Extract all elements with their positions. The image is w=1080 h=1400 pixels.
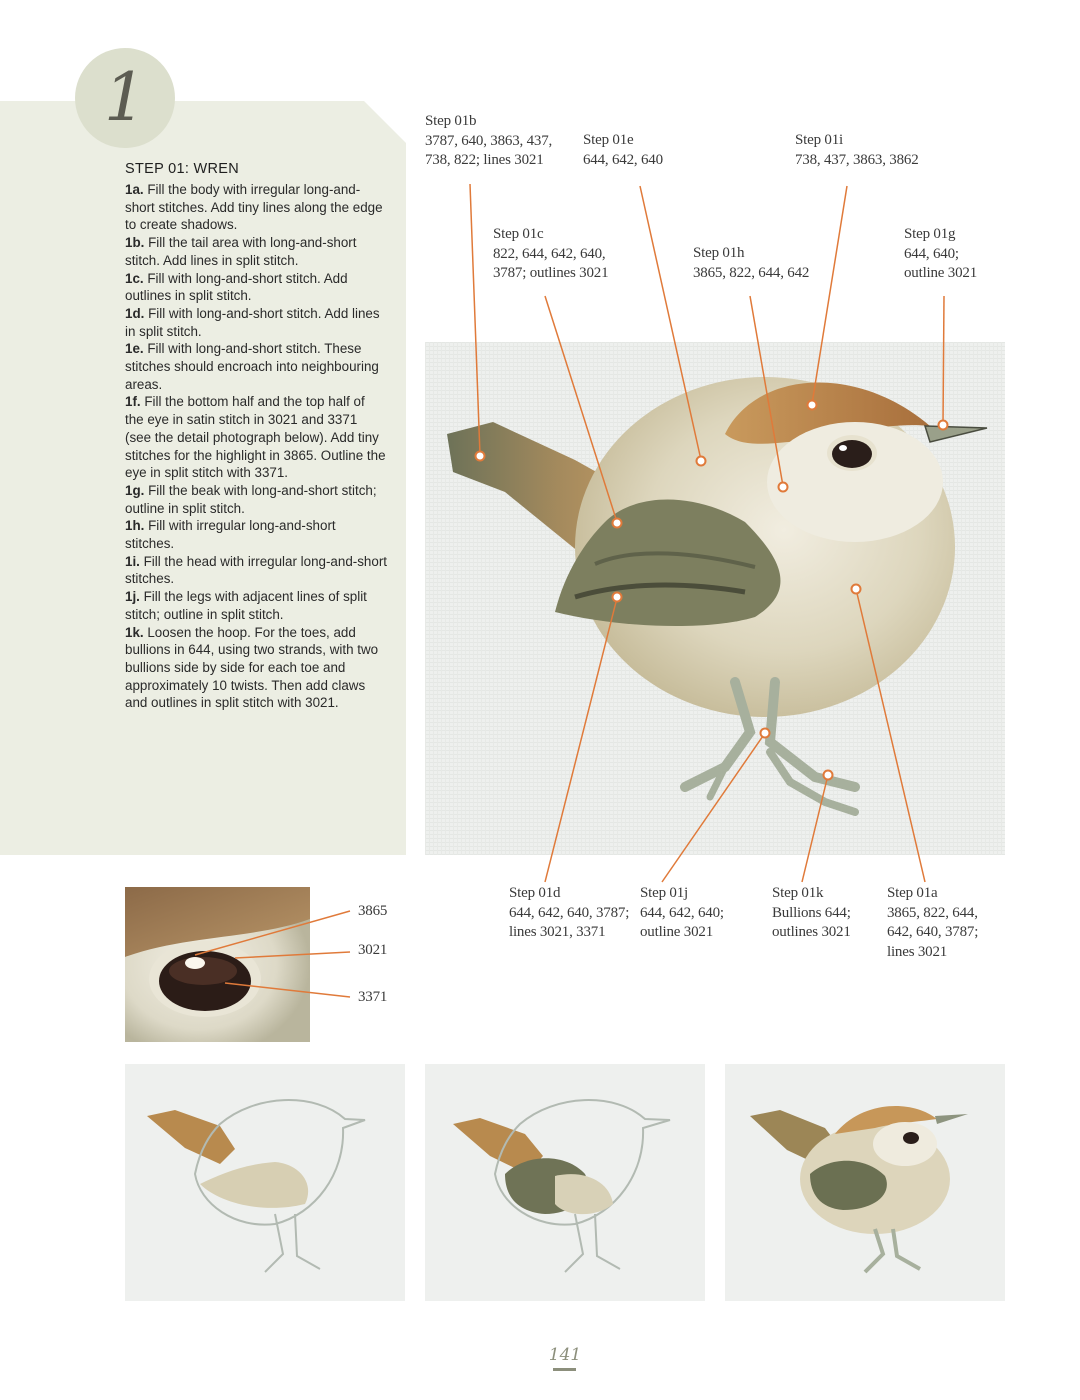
callout-title: Step 01b bbox=[425, 113, 477, 129]
step-text: Fill the beak with long-and-short stitch; outline in split stitch. bbox=[125, 482, 377, 516]
callout-line: 644, 642, 640, 3787; bbox=[509, 904, 630, 921]
callout-title: Step 01h bbox=[693, 245, 745, 261]
step-id: 1c. bbox=[125, 270, 144, 286]
step-text: Fill the head with irregular long-and-short stitches. bbox=[125, 553, 387, 587]
eye-detail-photo bbox=[125, 887, 310, 1042]
callout-title: Step 01k bbox=[772, 885, 824, 901]
callout-step-01d bbox=[509, 884, 629, 943]
callout-line: outline 3021 bbox=[640, 924, 714, 941]
progress-photo-2 bbox=[425, 1064, 705, 1301]
callout-step-01i bbox=[795, 131, 919, 170]
callout-title: Step 01e bbox=[583, 132, 634, 148]
step-text: Fill with long-and-short stitch. Add outlines in split stitch. bbox=[125, 270, 348, 304]
step-item bbox=[125, 234, 387, 269]
step-item bbox=[125, 181, 387, 234]
step-id: 1i. bbox=[125, 553, 140, 569]
progress-photo-3 bbox=[725, 1064, 1005, 1301]
step-id: 1k. bbox=[125, 624, 144, 640]
step-item bbox=[125, 270, 387, 305]
step-id: 1e. bbox=[125, 341, 144, 357]
step-item bbox=[125, 517, 387, 552]
callout-line: 822, 644, 642, 640, bbox=[493, 245, 606, 262]
callout-title: Step 01a bbox=[887, 885, 938, 901]
step-instructions bbox=[125, 181, 387, 712]
callout-line: 3865, 822, 644, bbox=[887, 904, 978, 921]
callout-step-01j bbox=[640, 884, 724, 943]
callout-title: Step 01c bbox=[493, 226, 544, 242]
step-id: 1g. bbox=[125, 482, 145, 498]
callout-step-01c bbox=[493, 225, 608, 284]
eye-label-3865: 3865 bbox=[358, 903, 388, 919]
step-text: Fill with long-and-short stitch. Add lines in split stitch. bbox=[125, 305, 380, 339]
callout-line: 642, 640, 3787; bbox=[887, 924, 979, 941]
callout-title: Step 01g bbox=[904, 226, 956, 242]
eye-label-3371: 3371 bbox=[358, 989, 388, 1005]
callout-line: 738, 437, 3863, 3862 bbox=[795, 151, 919, 168]
step-title: STEP 01: WREN bbox=[125, 161, 240, 177]
callout-step-01k bbox=[772, 884, 851, 943]
step-item bbox=[125, 553, 387, 588]
step-text: Loosen the hoop. For the toes, add bullions in 644, using two strands, with two bullions side by side for each toe and approximately 10 twists. Then add claws and outlines in split stitch with 3021. bbox=[125, 624, 379, 711]
callout-step-01e bbox=[583, 131, 663, 170]
callout-line: Bullions 644; bbox=[772, 904, 851, 921]
step-item bbox=[125, 624, 387, 713]
callout-step-01g bbox=[904, 225, 977, 284]
step-id: 1d. bbox=[125, 305, 145, 321]
callout-step-01a bbox=[887, 884, 978, 962]
page-number-rule bbox=[553, 1368, 576, 1371]
progress-photo-1 bbox=[125, 1064, 405, 1301]
step-id: 1h. bbox=[125, 518, 145, 534]
step-text: Fill the body with irregular long-and-short stitches. Add tiny lines along the edge to create shadows. bbox=[125, 182, 383, 233]
callout-line: 644, 642, 640 bbox=[583, 151, 663, 168]
callout-line: 3865, 822, 644, 642 bbox=[693, 264, 810, 281]
step-id: 1a. bbox=[125, 182, 144, 197]
callout-step-01h bbox=[693, 244, 809, 283]
callout-line: 3787, 640, 3863, 437, bbox=[425, 132, 553, 149]
callout-line: outlines 3021 bbox=[772, 924, 851, 941]
step-text: Fill with long-and-short stitch. These stitches should encroach into neighbouring areas. bbox=[125, 341, 379, 392]
step-item bbox=[125, 393, 387, 482]
callout-line: 3787; outlines 3021 bbox=[493, 265, 609, 282]
step-text: Fill with irregular long-and-short stitches. bbox=[125, 518, 336, 552]
step-badge-number: 1 bbox=[104, 59, 146, 136]
step-text: Fill the tail area with long-and-short stitch. Add lines in split stitch. bbox=[125, 235, 357, 268]
callout-title: Step 01j bbox=[640, 885, 688, 901]
callout-title: Step 01d bbox=[509, 885, 561, 901]
callout-line: outline 3021 bbox=[904, 265, 978, 282]
page-number: 141 bbox=[548, 1345, 582, 1365]
callout-step-01b bbox=[425, 112, 552, 171]
callout-line: 644, 640; bbox=[904, 245, 959, 262]
step-id: 1j. bbox=[125, 589, 140, 605]
callout-line: 738, 822; lines 3021 bbox=[425, 152, 544, 169]
callout-title: Step 01i bbox=[795, 132, 843, 148]
callout-line: 644, 642, 640; bbox=[640, 904, 724, 921]
step-item bbox=[125, 482, 387, 517]
step-item bbox=[125, 340, 387, 393]
step-text: Fill the bottom half and the top half of the eye in satin stitch in 3021 and 3371 (see the detail photograph below). Add tiny stitches for the highlight in 3865. Outline the eye in split stitch with 3371. bbox=[125, 394, 386, 481]
wren-main-photo bbox=[425, 342, 1005, 855]
callout-line: lines 3021, 3371 bbox=[509, 924, 606, 941]
step-id: 1f. bbox=[125, 394, 141, 410]
callout-line: lines 3021 bbox=[887, 943, 948, 960]
step-item bbox=[125, 305, 387, 340]
eye-label-3021: 3021 bbox=[358, 942, 388, 958]
step-item bbox=[125, 588, 387, 623]
step-text: Fill the legs with adjacent lines of split stitch; outline in split stitch. bbox=[125, 589, 367, 622]
step-id: 1b. bbox=[125, 235, 145, 251]
